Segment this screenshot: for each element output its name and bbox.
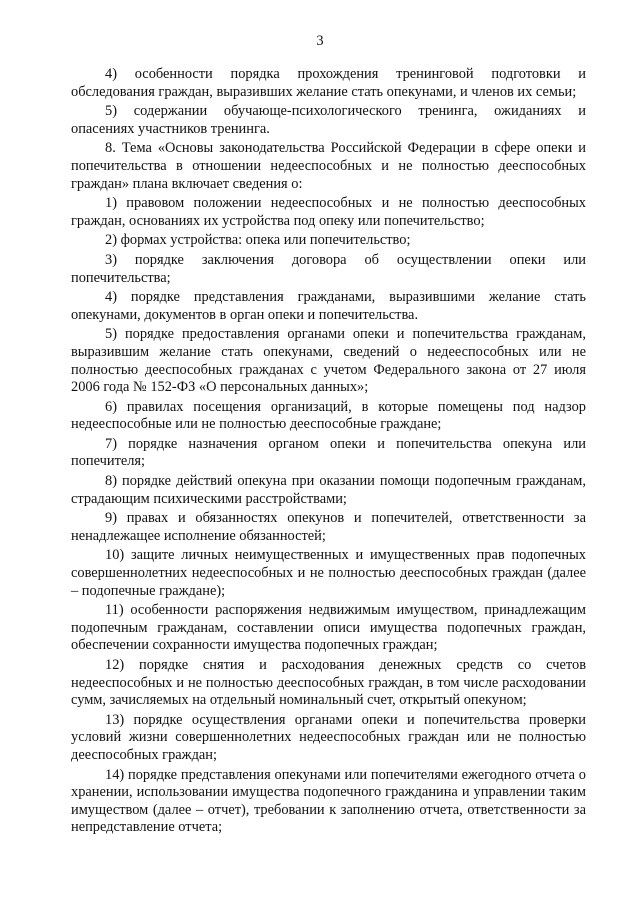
paragraph: 13) порядке осуществления органами опеки и попечительства проверки условий жизни совершеннолетних недееспособных граждан или не полностью дееспособных граждан; bbox=[71, 711, 586, 763]
document-body bbox=[71, 66, 586, 839]
paragraph: 12) порядке снятия и расходования денежных средств со счетов недееспособных и не полностью дееспособных граждан, в том числе расходовании сумм, зачисляемых на отдельный номинальный счет, открытый опекуном; bbox=[71, 657, 586, 709]
paragraph: 4) особенности порядка прохождения тренинговой подготовки и обследования граждан, выразивших желание стать опекунами, и членов их семьи; bbox=[71, 66, 586, 100]
paragraph: 4) порядке представления гражданами, выразившими желание стать опекунами, документов в орган опеки и попечительства. bbox=[71, 289, 586, 323]
paragraph: 8) порядке действий опекуна при оказании помощи подопечным гражданам, страдающим психическими расстройствами; bbox=[71, 473, 586, 507]
paragraph: 5) содержании обучающе-психологического тренинга, ожиданиях и опасениях участников тренинга. bbox=[71, 103, 586, 137]
paragraph: 8. Тема «Основы законодательства Российской Федерации в сфере опеки и попечительства в отношении недееспособных и не полностью дееспособных граждан» плана включает сведения о: bbox=[71, 140, 586, 192]
paragraph: 3) порядке заключения договора об осуществлении опеки или попечительства; bbox=[71, 251, 586, 286]
paragraph: 9) правах и обязанностях опекунов и попечителей, ответственности за ненадлежащее исполнение обязанностей; bbox=[71, 510, 586, 544]
paragraph: 7) порядке назначения органом опеки и попечительства опекуна или попечителя; bbox=[71, 435, 586, 470]
paragraph: 2) формах устройства: опека или попечительство; bbox=[105, 232, 411, 249]
page-number: 3 bbox=[316, 33, 324, 49]
paragraph: 5) порядке предоставления органами опеки и попечительства гражданам, выразившим желание стать опекунами, сведений о недееспособных или не полностью дееспособных гражданах с учетом Федерального закона от 27 июля 2006 года № 152-ФЗ «О персональных данных»; bbox=[71, 326, 586, 396]
paragraph: 11) особенности распоряжения недвижимым имуществом, принадлежащим подопечным гражданам, составлении описи имущества подопечных граждан, обеспечении сохранности имущества подопечных граждан; bbox=[71, 602, 586, 654]
paragraph: 6) правилах посещения организаций, в которые помещены под надзор недееспособные или не полностью дееспособные граждане; bbox=[71, 398, 586, 433]
paragraph: 10) защите личных неимущественных и имущественных прав подопечных совершеннолетних недееспособных и не полностью дееспособных граждан (далее – подопечные граждане); bbox=[71, 547, 586, 599]
paragraph: 14) порядке представления опекунами или попечителями ежегодного отчета о хранении, использовании имущества подопечного гражданина и управлении таким имуществом (далее – отчет), требовании к заполнению отчета, ответственности за непредставление отчета; bbox=[71, 766, 586, 836]
paragraph: 1) правовом положении недееспособных и не полностью дееспособных граждан, основаниях их устройства под опеку или попечительство; bbox=[71, 195, 586, 229]
